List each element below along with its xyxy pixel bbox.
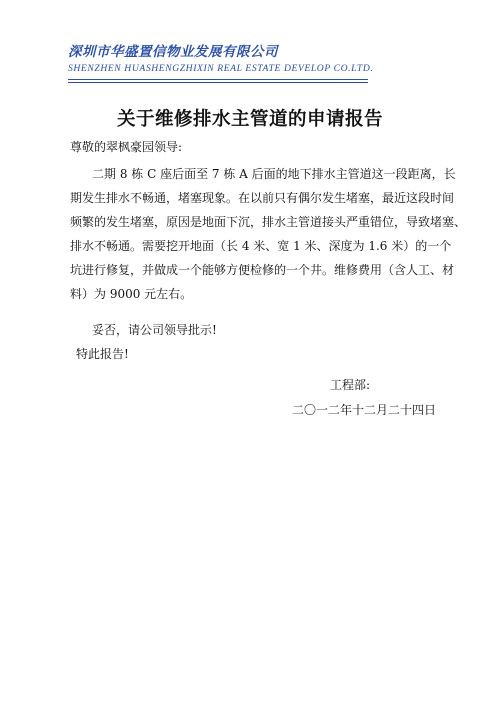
letterhead-rule-bottom: [68, 82, 368, 83]
closing-line: 特此报告!: [76, 347, 129, 361]
paragraph-line-6: 料）为 9000 元左右。: [70, 287, 193, 301]
letterhead-rule-top: [68, 79, 368, 80]
paragraph-line-5: 坑进行修复，并做成一个能够方便检修的一个井。维修费用（含人工、材: [70, 263, 455, 277]
company-name-english: SHENZHEN HUASHENGZHIXIN REAL ESTATE DEVELOP CO.LTD.: [68, 63, 374, 74]
company-name-chinese: 深圳市华盛置信物业发展有限公司: [68, 44, 278, 60]
salutation: 尊敬的翠枫豪园领导:: [70, 140, 183, 154]
signature-date: 二〇一二年十二月二十四日: [292, 403, 437, 417]
paragraph-line-4: 排水不畅通。需要挖开地面（长 4 米、宽 1 米、深度为 1.6 米）的一个: [70, 239, 452, 253]
document-title: 关于维修排水主管道的申请报告: [116, 109, 383, 130]
request-line: 妥否，请公司领导批示!: [92, 323, 217, 337]
signature-department: 工程部:: [330, 378, 371, 392]
paragraph-line-2: 期发生排水不畅通，堵塞现象。在以前只有偶尔发生堵塞，最近这段时间: [70, 191, 455, 205]
paragraph-line-3: 频繁的发生堵塞，原因是地面下沉，排水主管道接头严重错位，导致堵塞、: [70, 215, 467, 229]
paragraph-line-1: 二期 8 栋 C 座后面至 7 栋 A 后面的地下排水主管道这一段距离，长: [92, 167, 456, 181]
letterhead: [68, 44, 374, 75]
